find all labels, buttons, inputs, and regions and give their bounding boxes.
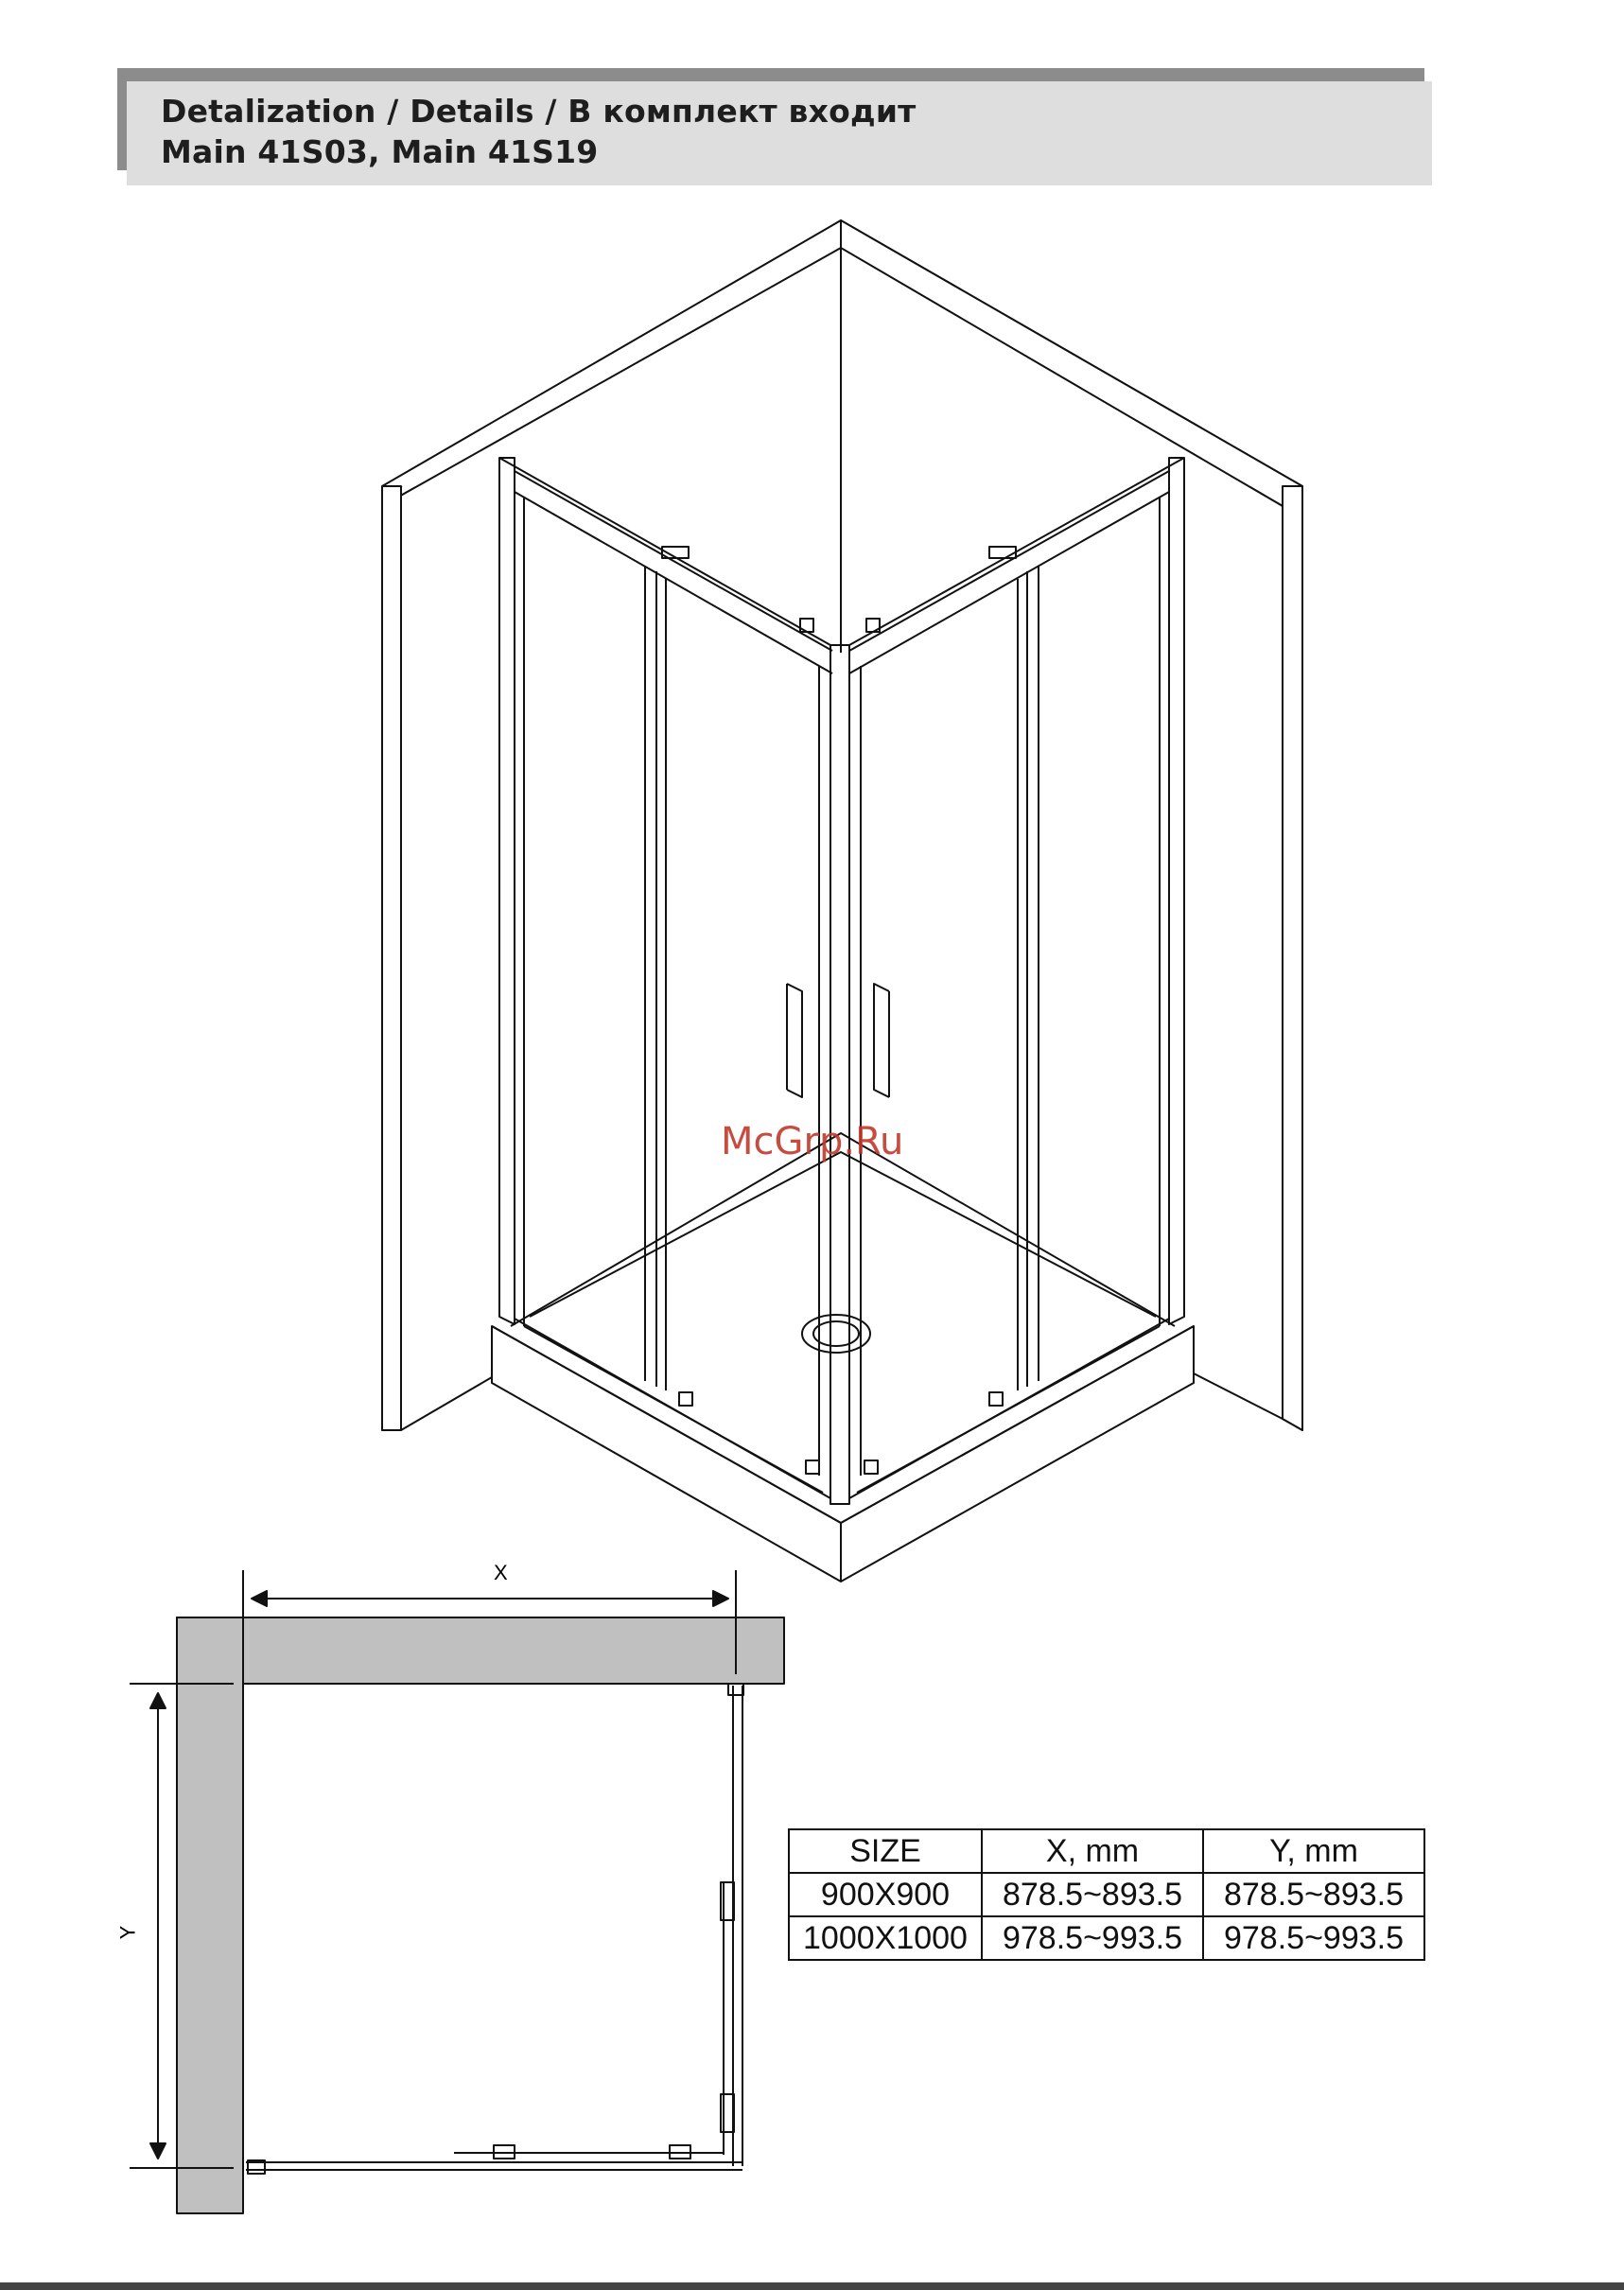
table-cell: 878.5~893.5 (982, 1873, 1203, 1916)
dimension-x-label: X (494, 1561, 508, 1584)
plan-view (130, 1570, 784, 2213)
table-cell: 978.5~993.5 (1203, 1916, 1424, 1960)
table-header-cell: SIZE (789, 1829, 982, 1873)
table-row (789, 1873, 1424, 1916)
header-models: Main 41S03, Main 41S19 (161, 133, 599, 170)
table-header-cell: Y, mm (1203, 1829, 1424, 1873)
table-cell: 978.5~993.5 (982, 1916, 1203, 1960)
table-row (789, 1916, 1424, 1960)
corner-walls (382, 220, 1302, 1430)
table-cell: 900X900 (789, 1873, 982, 1916)
table-cell: 1000X1000 (789, 1916, 982, 1960)
header-title: Detalization / Details / В комплект входит (161, 93, 917, 130)
page-bottom-rule (0, 2282, 1624, 2290)
watermark: McGrp.Ru (721, 1120, 904, 1163)
size-table (788, 1828, 1425, 1961)
table-cell: 878.5~893.5 (1203, 1873, 1424, 1916)
table-header-row (789, 1829, 1424, 1873)
shower-tray (492, 1133, 1194, 1582)
dimension-y-label: Y (115, 1925, 140, 1940)
table-header-cell: X, mm (982, 1829, 1203, 1873)
